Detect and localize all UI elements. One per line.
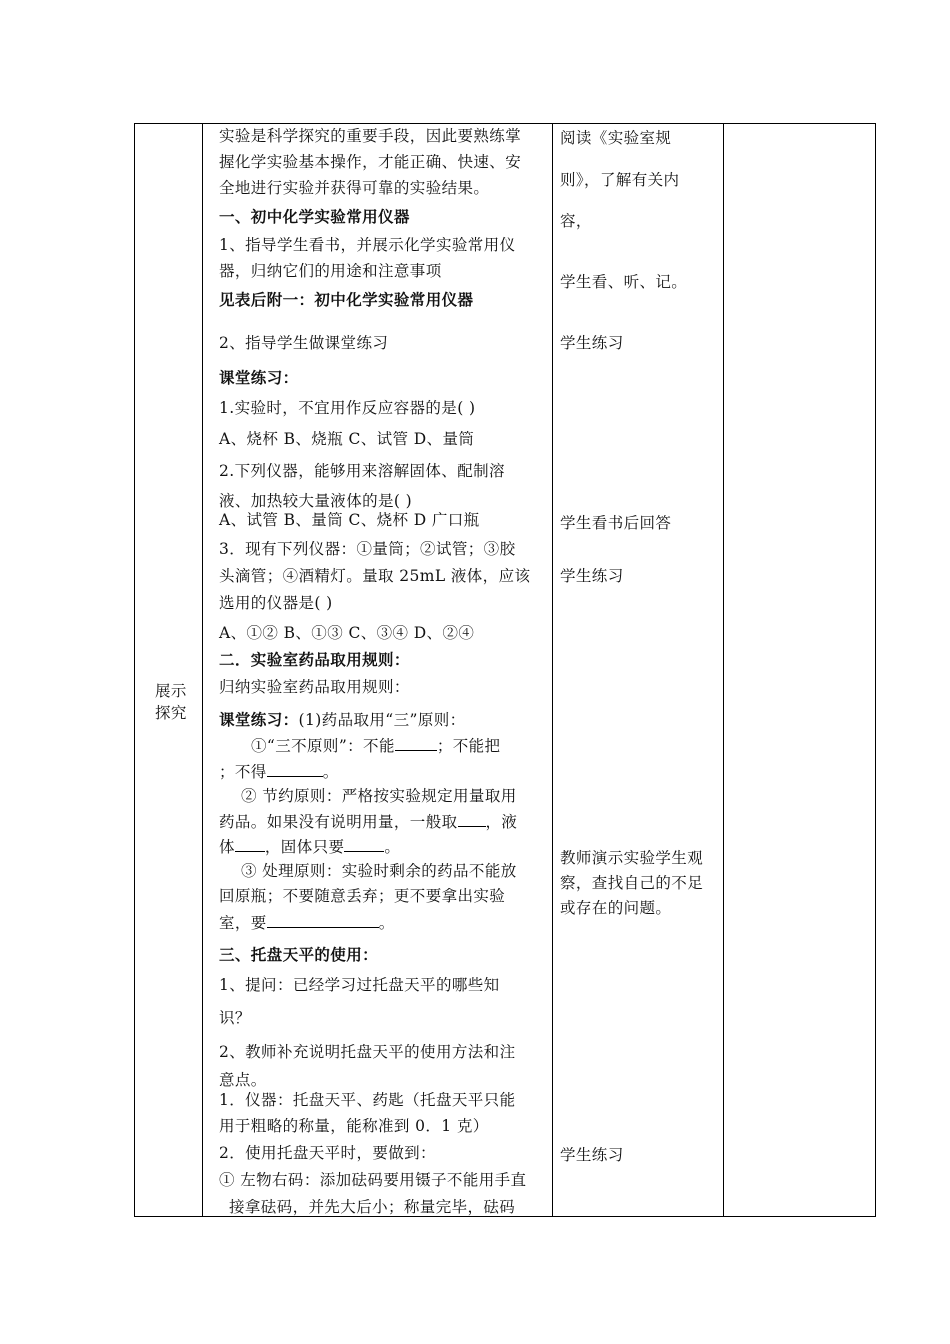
fill-blank xyxy=(235,837,265,852)
question-text: 2.下列仪器，能够用来溶解固体、配制溶 xyxy=(219,462,505,480)
fill-blank xyxy=(395,736,437,751)
body-text: 2、指导学生做课堂练习 xyxy=(219,334,389,352)
fill-blank xyxy=(267,913,379,928)
fill-blank xyxy=(267,762,323,777)
question-options: A、试管 B、量筒 C、烧杯 D 广口瓶 xyxy=(219,511,480,529)
student-activity: 阅读《实验室规 xyxy=(560,129,672,147)
body-text: 1、提问：已经学习过托盘天平的哪些知 xyxy=(219,976,500,994)
body-text: 识？ xyxy=(219,1009,251,1027)
rule-line: ；不得 。 xyxy=(219,763,339,781)
student-activity: 学生练习 xyxy=(560,1146,624,1164)
intro-text: 全地进行实验并获得可靠的实验结果。 xyxy=(219,179,490,197)
fill-blank xyxy=(344,837,384,852)
exercise-title: 课堂练习： xyxy=(219,710,299,729)
body-text: 接拿砝码，并先大后小；称量完毕，砝码 xyxy=(229,1198,516,1216)
question-options: A、烧杯 B、烧瓶 C、试管 D、量筒 xyxy=(219,430,475,448)
intro-text: 实验是科学探究的重要手段，因此要熟练掌 xyxy=(219,127,522,145)
section-heading: 三、托盘天平的使用： xyxy=(219,945,379,964)
column-divider xyxy=(552,124,553,1216)
question-options: A、①② B、①③ C、③④ D、②④ xyxy=(219,624,475,642)
question-text: 头滴管；④酒精灯。量取 25mL 液体，应该 xyxy=(219,567,531,585)
exercise-title: 课堂练习： xyxy=(219,368,299,387)
student-activity: 则》，了解有关内 xyxy=(560,171,680,189)
section-heading: 一、初中化学实验常用仪器 xyxy=(219,207,410,226)
student-activity: 学生看书后回答 xyxy=(560,514,672,532)
student-activity: 学生练习 xyxy=(560,334,624,352)
exercise-text: (1)药品取用“三”原则： xyxy=(298,711,466,729)
question-text: 1.实验时，不宜用作反应容器的是( ) xyxy=(219,399,476,417)
student-activity: 察，查找自己的不足 xyxy=(560,874,704,892)
body-text: 用于粗略的称量，能称准到 0．1 克） xyxy=(219,1117,489,1135)
student-activity: 学生练习 xyxy=(560,567,624,585)
rule-line: 回原瓶；不要随意丢弃；更不要拿出实验 xyxy=(219,887,506,905)
column-divider xyxy=(723,124,724,1216)
student-activity: 或存在的问题。 xyxy=(560,899,672,917)
rule-line: 药品。如果没有说明用量，一般取 ，液 xyxy=(219,813,518,831)
intro-text: 握化学实验基本操作，才能正确、快速、安 xyxy=(219,153,522,171)
fill-blank xyxy=(458,812,486,827)
stage-label: 展示 探究 xyxy=(155,682,187,722)
body-text: 1．仪器：托盘天平、药匙（托盘天平只能 xyxy=(219,1091,516,1109)
body-text: 意点。 xyxy=(219,1071,267,1089)
question-text: 选用的仪器是( ) xyxy=(219,594,333,612)
body-text: 1、指导学生看书，并展示化学实验常用仪 xyxy=(219,236,516,254)
question-text: 3．现有下列仪器：①量筒；②试管；③胶 xyxy=(219,540,516,558)
exercise-line xyxy=(219,711,466,729)
question-text: 液、加热较大量液体的是( ) xyxy=(219,492,413,510)
student-activity: 学生看、听、记。 xyxy=(560,273,688,291)
rule-line: ③ 处理原则：实验时剩余的药品不能放 xyxy=(241,862,517,880)
lesson-table xyxy=(134,123,876,1217)
column-divider xyxy=(202,124,203,1216)
rule-line: ② 节约原则：严格按实验规定用量取用 xyxy=(241,787,517,805)
body-text: 器，归纳它们的用途和注意事项 xyxy=(219,262,442,280)
rule-line: 室，要 。 xyxy=(219,914,395,932)
appendix-note: 见表后附一：初中化学实验常用仪器 xyxy=(219,290,474,309)
body-text: 2．使用托盘天平时，要做到： xyxy=(219,1144,436,1162)
body-text: ① 左物右码：添加砝码要用镊子不能用手直 xyxy=(219,1171,527,1189)
rule-line: 体 ，固体只要 。 xyxy=(219,838,401,856)
section-heading: 二．实验室药品取用规则： xyxy=(219,650,410,669)
body-text: 2、教师补充说明托盘天平的使用方法和注 xyxy=(219,1043,516,1061)
student-activity: 教师演示实验学生观 xyxy=(560,849,704,867)
student-activity: 容， xyxy=(560,212,592,230)
body-text: 归纳实验室药品取用规则： xyxy=(219,678,410,696)
rule-line: ①“三不原则”：不能 ；不能把 xyxy=(251,737,501,755)
